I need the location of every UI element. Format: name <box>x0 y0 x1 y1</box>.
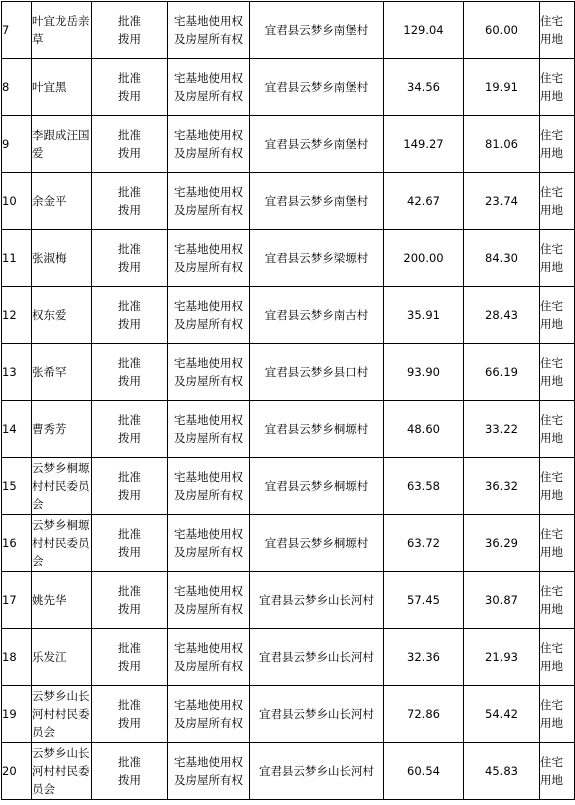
building-area-text: 23.74 <box>485 194 518 208</box>
land-area-text: 35.91 <box>407 308 440 322</box>
land-registry-table <box>1 1 575 800</box>
building-area-cell <box>464 572 540 629</box>
land-area-cell <box>384 116 464 173</box>
table-row <box>2 173 575 230</box>
owner-name-text: 乐发江 <box>32 650 67 664</box>
right-type-text: 宅基地使用权及房屋所有权 <box>174 356 243 388</box>
table-row <box>2 458 575 515</box>
owner-name-cell <box>32 116 92 173</box>
land-use-cell <box>540 629 575 686</box>
row-number-text: 16 <box>2 536 17 550</box>
location-text: 宜君县云梦乡桐塬村 <box>264 422 369 436</box>
location-cell <box>250 287 384 344</box>
land-area-text: 129.04 <box>403 23 444 37</box>
row-number-cell <box>2 230 32 287</box>
row-number-cell <box>2 515 32 572</box>
land-use-text: 住宅用地 <box>540 470 563 502</box>
location-text: 宜君县云梦乡县口村 <box>264 365 369 379</box>
owner-name-cell <box>32 515 92 572</box>
row-number-cell <box>2 629 32 686</box>
location-text: 宜君县云梦乡桐塬村 <box>264 536 369 550</box>
row-number-text: 9 <box>2 137 10 151</box>
location-cell <box>250 515 384 572</box>
acquisition-method-text: 批准拨用 <box>118 299 141 331</box>
row-number-cell <box>2 287 32 344</box>
land-use-text: 住宅用地 <box>540 128 563 160</box>
acquisition-method-text: 批准拨用 <box>118 470 141 502</box>
acquisition-method-cell <box>92 458 168 515</box>
land-area-cell <box>384 230 464 287</box>
right-type-cell <box>168 401 250 458</box>
acquisition-method-cell <box>92 116 168 173</box>
building-area-text: 84.30 <box>485 251 518 265</box>
land-area-cell <box>384 743 464 800</box>
land-area-cell <box>384 401 464 458</box>
location-text: 宜君县云梦乡山长河村 <box>259 764 374 778</box>
land-use-cell <box>540 116 575 173</box>
row-number-cell <box>2 2 32 59</box>
building-area-cell <box>464 173 540 230</box>
table-row <box>2 344 575 401</box>
building-area-cell <box>464 515 540 572</box>
owner-name-text: 叶宜龙岳亲草 <box>32 14 90 46</box>
row-number-text: 8 <box>2 80 10 94</box>
owner-name-text: 权东爱 <box>32 308 67 322</box>
land-area-text: 63.58 <box>407 479 440 493</box>
land-use-text: 住宅用地 <box>540 641 563 673</box>
row-number-text: 13 <box>2 365 17 379</box>
owner-name-cell <box>32 458 92 515</box>
right-type-cell <box>168 2 250 59</box>
building-area-cell <box>464 116 540 173</box>
acquisition-method-text: 批准拨用 <box>118 641 141 673</box>
right-type-cell <box>168 458 250 515</box>
acquisition-method-text: 批准拨用 <box>118 527 141 559</box>
right-type-text: 宅基地使用权及房屋所有权 <box>174 14 243 46</box>
location-cell <box>250 116 384 173</box>
acquisition-method-cell <box>92 629 168 686</box>
location-cell <box>250 401 384 458</box>
land-area-text: 42.67 <box>407 194 440 208</box>
row-number-cell <box>2 344 32 401</box>
acquisition-method-text: 批准拨用 <box>118 356 141 388</box>
right-type-text: 宅基地使用权及房屋所有权 <box>174 527 243 559</box>
right-type-text: 宅基地使用权及房屋所有权 <box>174 584 243 616</box>
owner-name-cell <box>32 230 92 287</box>
land-use-cell <box>540 59 575 116</box>
land-use-cell <box>540 230 575 287</box>
right-type-text: 宅基地使用权及房屋所有权 <box>174 299 243 331</box>
right-type-cell <box>168 59 250 116</box>
building-area-text: 54.42 <box>485 707 518 721</box>
owner-name-text: 叶宜黑 <box>32 80 67 94</box>
owner-name-text: 云梦乡山长河村村民委员会 <box>32 746 90 796</box>
owner-name-text: 云梦乡桐塬村村民委员会 <box>32 461 90 511</box>
building-area-cell <box>464 344 540 401</box>
land-use-cell <box>540 173 575 230</box>
row-number-text: 20 <box>2 764 17 778</box>
table-row <box>2 515 575 572</box>
row-number-cell <box>2 173 32 230</box>
owner-name-text: 曹秀芳 <box>32 422 67 436</box>
building-area-text: 21.93 <box>485 650 518 664</box>
building-area-text: 45.83 <box>485 764 518 778</box>
location-text: 宜君县云梦乡山长河村 <box>259 650 374 664</box>
land-area-cell <box>384 629 464 686</box>
building-area-cell <box>464 629 540 686</box>
right-type-cell <box>168 572 250 629</box>
location-cell <box>250 173 384 230</box>
row-number-cell <box>2 401 32 458</box>
land-area-cell <box>384 173 464 230</box>
right-type-cell <box>168 515 250 572</box>
owner-name-cell <box>32 743 92 800</box>
acquisition-method-cell <box>92 515 168 572</box>
owner-name-cell <box>32 2 92 59</box>
acquisition-method-text: 批准拨用 <box>118 413 141 445</box>
land-use-text: 住宅用地 <box>540 356 563 388</box>
building-area-text: 33.22 <box>485 422 518 436</box>
table-row <box>2 287 575 344</box>
land-use-text: 住宅用地 <box>540 242 563 274</box>
acquisition-method-cell <box>92 287 168 344</box>
land-area-cell <box>384 344 464 401</box>
row-number-cell <box>2 743 32 800</box>
owner-name-cell <box>32 287 92 344</box>
owner-name-cell <box>32 686 92 743</box>
acquisition-method-cell <box>92 686 168 743</box>
building-area-cell <box>464 401 540 458</box>
land-area-cell <box>384 458 464 515</box>
owner-name-cell <box>32 572 92 629</box>
row-number-text: 15 <box>2 479 17 493</box>
owner-name-text: 余金平 <box>32 194 67 208</box>
land-area-cell <box>384 2 464 59</box>
right-type-text: 宅基地使用权及房屋所有权 <box>174 641 243 673</box>
acquisition-method-cell <box>92 230 168 287</box>
row-number-cell <box>2 572 32 629</box>
location-cell <box>250 230 384 287</box>
land-use-text: 住宅用地 <box>540 527 563 559</box>
owner-name-text: 李跟成汪国爱 <box>32 128 90 160</box>
location-cell <box>250 629 384 686</box>
land-use-cell <box>540 743 575 800</box>
location-cell <box>250 2 384 59</box>
acquisition-method-text: 批准拨用 <box>118 755 141 787</box>
location-text: 宜君县云梦乡南堡村 <box>264 137 369 151</box>
row-number-text: 7 <box>2 23 10 37</box>
land-area-text: 63.72 <box>407 536 440 550</box>
right-type-text: 宅基地使用权及房屋所有权 <box>174 185 243 217</box>
row-number-text: 14 <box>2 422 17 436</box>
building-area-text: 36.29 <box>485 536 518 550</box>
building-area-cell <box>464 287 540 344</box>
land-use-cell <box>540 2 575 59</box>
owner-name-cell <box>32 629 92 686</box>
acquisition-method-text: 批准拨用 <box>118 14 141 46</box>
location-cell <box>250 458 384 515</box>
land-use-text: 住宅用地 <box>540 14 563 46</box>
acquisition-method-text: 批准拨用 <box>118 242 141 274</box>
land-area-text: 32.36 <box>407 650 440 664</box>
location-text: 宜君县云梦乡山长河村 <box>259 593 374 607</box>
land-area-text: 200.00 <box>403 251 444 265</box>
land-area-cell <box>384 515 464 572</box>
location-text: 宜君县云梦乡梁塬村 <box>264 251 369 265</box>
table-row <box>2 629 575 686</box>
acquisition-method-cell <box>92 401 168 458</box>
land-use-cell <box>540 344 575 401</box>
row-number-text: 12 <box>2 308 17 322</box>
right-type-cell <box>168 287 250 344</box>
owner-name-cell <box>32 173 92 230</box>
building-area-cell <box>464 59 540 116</box>
location-cell <box>250 572 384 629</box>
land-use-cell <box>540 458 575 515</box>
right-type-cell <box>168 686 250 743</box>
location-text: 宜君县云梦乡南堡村 <box>264 194 369 208</box>
table-row <box>2 401 575 458</box>
location-text: 宜君县云梦乡山长河村 <box>259 707 374 721</box>
owner-name-text: 张淑梅 <box>32 251 67 265</box>
right-type-text: 宅基地使用权及房屋所有权 <box>174 71 243 103</box>
table-row <box>2 230 575 287</box>
row-number-text: 18 <box>2 650 17 664</box>
right-type-text: 宅基地使用权及房屋所有权 <box>174 755 243 787</box>
table-row <box>2 59 575 116</box>
location-cell <box>250 743 384 800</box>
right-type-cell <box>168 743 250 800</box>
right-type-cell <box>168 344 250 401</box>
land-area-text: 93.90 <box>407 365 440 379</box>
land-use-cell <box>540 287 575 344</box>
acquisition-method-text: 批准拨用 <box>118 698 141 730</box>
right-type-text: 宅基地使用权及房屋所有权 <box>174 470 243 502</box>
owner-name-text: 云梦乡桐塬村村民委员会 <box>32 518 90 568</box>
land-area-text: 72.86 <box>407 707 440 721</box>
right-type-cell <box>168 116 250 173</box>
row-number-cell <box>2 116 32 173</box>
land-area-text: 48.60 <box>407 422 440 436</box>
acquisition-method-cell <box>92 59 168 116</box>
land-use-text: 住宅用地 <box>540 185 563 217</box>
building-area-text: 36.32 <box>485 479 518 493</box>
acquisition-method-cell <box>92 173 168 230</box>
table-body <box>2 2 575 800</box>
location-text: 宜君县云梦乡南古村 <box>264 308 369 322</box>
acquisition-method-cell <box>92 743 168 800</box>
acquisition-method-text: 批准拨用 <box>118 185 141 217</box>
building-area-cell <box>464 743 540 800</box>
building-area-text: 19.91 <box>485 80 518 94</box>
row-number-cell <box>2 59 32 116</box>
right-type-text: 宅基地使用权及房屋所有权 <box>174 698 243 730</box>
right-type-text: 宅基地使用权及房屋所有权 <box>174 413 243 445</box>
location-cell <box>250 686 384 743</box>
location-cell <box>250 59 384 116</box>
right-type-cell <box>168 173 250 230</box>
owner-name-text: 张希罕 <box>32 365 67 379</box>
right-type-cell <box>168 629 250 686</box>
acquisition-method-cell <box>92 344 168 401</box>
building-area-text: 30.87 <box>485 593 518 607</box>
row-number-cell <box>2 458 32 515</box>
land-area-cell <box>384 572 464 629</box>
acquisition-method-cell <box>92 2 168 59</box>
table-row <box>2 116 575 173</box>
owner-name-text: 云梦乡山长河村村民委员会 <box>32 689 90 739</box>
land-use-text: 住宅用地 <box>540 299 563 331</box>
land-area-text: 34.56 <box>407 80 440 94</box>
location-text: 宜君县云梦乡南堡村 <box>264 80 369 94</box>
building-area-cell <box>464 458 540 515</box>
row-number-text: 10 <box>2 194 17 208</box>
owner-name-cell <box>32 59 92 116</box>
land-area-text: 57.45 <box>407 593 440 607</box>
land-use-cell <box>540 572 575 629</box>
row-number-text: 17 <box>2 593 17 607</box>
location-text: 宜君县云梦乡南堡村 <box>264 23 369 37</box>
land-area-cell <box>384 686 464 743</box>
owner-name-cell <box>32 401 92 458</box>
owner-name-text: 姚先华 <box>32 593 67 607</box>
building-area-cell <box>464 2 540 59</box>
land-area-text: 60.54 <box>407 764 440 778</box>
building-area-cell <box>464 230 540 287</box>
land-use-cell <box>540 686 575 743</box>
table-row <box>2 572 575 629</box>
row-number-cell <box>2 686 32 743</box>
land-use-text: 住宅用地 <box>540 413 563 445</box>
table-row <box>2 2 575 59</box>
acquisition-method-text: 批准拨用 <box>118 128 141 160</box>
building-area-cell <box>464 686 540 743</box>
land-use-text: 住宅用地 <box>540 584 563 616</box>
location-text: 宜君县云梦乡桐塬村 <box>264 479 369 493</box>
acquisition-method-cell <box>92 572 168 629</box>
land-area-text: 149.27 <box>403 137 444 151</box>
building-area-text: 60.00 <box>485 23 518 37</box>
land-use-cell <box>540 401 575 458</box>
building-area-text: 66.19 <box>485 365 518 379</box>
land-area-cell <box>384 59 464 116</box>
right-type-text: 宅基地使用权及房屋所有权 <box>174 242 243 274</box>
acquisition-method-text: 批准拨用 <box>118 71 141 103</box>
row-number-text: 19 <box>2 707 17 721</box>
building-area-text: 28.43 <box>485 308 518 322</box>
right-type-cell <box>168 230 250 287</box>
acquisition-method-text: 批准拨用 <box>118 584 141 616</box>
land-area-cell <box>384 287 464 344</box>
land-use-text: 住宅用地 <box>540 698 563 730</box>
row-number-text: 11 <box>2 251 17 265</box>
right-type-text: 宅基地使用权及房屋所有权 <box>174 128 243 160</box>
land-use-text: 住宅用地 <box>540 71 563 103</box>
table-row <box>2 743 575 800</box>
land-use-cell <box>540 515 575 572</box>
land-use-text: 住宅用地 <box>540 755 563 787</box>
table-row <box>2 686 575 743</box>
owner-name-cell <box>32 344 92 401</box>
building-area-text: 81.06 <box>485 137 518 151</box>
location-cell <box>250 344 384 401</box>
